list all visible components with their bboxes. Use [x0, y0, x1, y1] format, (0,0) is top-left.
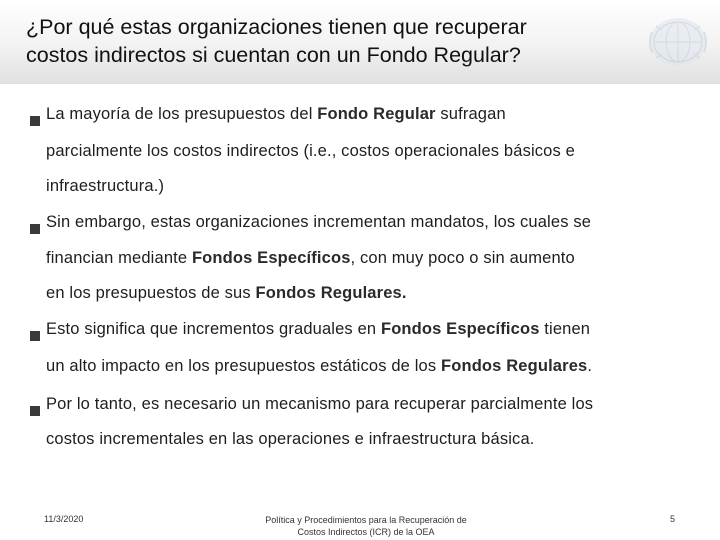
bullet-1-line-2: parcialmente los costos indirectos (i.e., costos operacionales básicos e — [46, 142, 575, 160]
footer-date: 11/3/2020 — [44, 514, 84, 524]
emphasis-text: Fondos Específicos — [191, 249, 351, 267]
footer-title — [236, 514, 496, 538]
bullet-4-line-2: costos incrementales en las operaciones e infraestructura básica. — [46, 430, 535, 448]
bullet-marker-icon — [30, 406, 40, 416]
emphasis-text: Fondos Regulares — [441, 357, 588, 375]
bullet-2-line-1: Sin embargo, estas organizaciones incrementan mandatos, los cuales se — [46, 213, 592, 231]
footer-title-line-1: Política y Procedimientos para la Recuperación de — [265, 515, 467, 525]
oas-globe-emblem-icon — [644, 14, 712, 70]
emphasis-text: Fondo Regular — [317, 105, 436, 123]
emphasis-text: Fondos Específicos — [380, 320, 540, 338]
emphasis-text: Fondos Regulares. — [255, 284, 407, 302]
bullet-2-line-3: en los presupuestos de sus Fondos Regulares. — [46, 284, 407, 302]
page-number: 5 — [670, 514, 676, 524]
bullet-3-line-2: un alto impacto en los presupuestos estáticos de los Fondos Regulares. — [46, 357, 593, 375]
slide-title-line-2: costos indirectos si cuentan con un Fondo Regular? — [26, 43, 521, 67]
bullet-2-line-2: financian mediante Fondos Específicos, con muy poco o sin aumento — [46, 249, 575, 267]
bullet-4-line-1: Por lo tanto, es necesario un mecanismo para recuperar parcialmente los — [46, 395, 594, 413]
slide-title-line-1: ¿Por qué estas organizaciones tienen que recuperar — [26, 15, 527, 39]
bullet-1-line-3: infraestructura.) — [46, 177, 165, 195]
slide-title — [26, 13, 646, 69]
bullet-marker-icon — [30, 224, 40, 234]
footer-title-line-2: Costos Indirectos (ICR) de la OEA — [297, 527, 435, 537]
bullet-marker-icon — [30, 331, 40, 341]
bullet-marker-icon — [30, 116, 40, 126]
bullet-3-line-1: Esto significa que incrementos graduales en Fondos Específicos tienen — [46, 320, 591, 338]
bullet-1-line-1: La mayoría de los presupuestos del Fondo Regular sufragan — [46, 105, 506, 123]
